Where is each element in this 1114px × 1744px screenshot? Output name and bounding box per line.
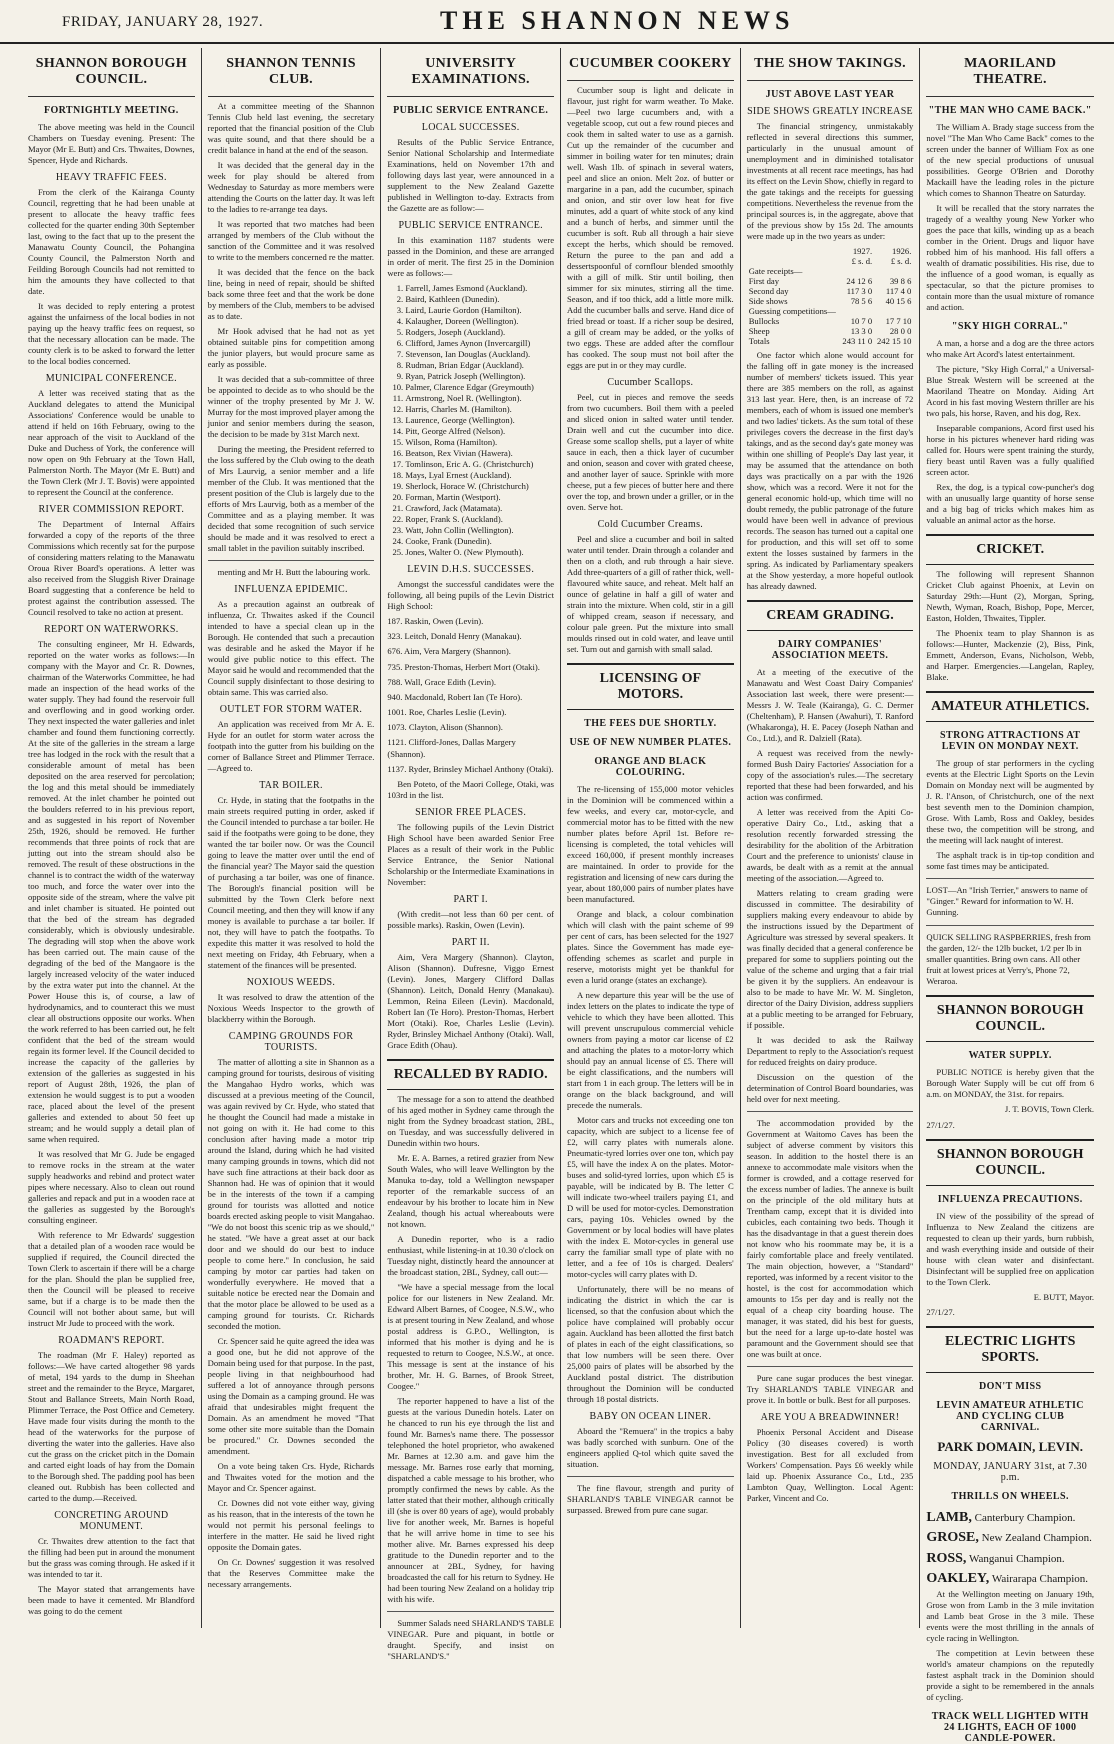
headline-box: CRICKET. (926, 534, 1094, 565)
signature: E. BUTT, Mayor. (1033, 1291, 1095, 1302)
table-cell (874, 306, 913, 316)
paragraph: At a meeting of the executive of the Manawatu and West Coast Dairy Companies' Association last week, there were present:—Messrs J. W. Teale (Kairanga), G. C. Dermer (Cheltenham), P. Hansen (Awahuri), T. Ranford (Whakaronga), H. E. Pacey (Joseph Nathan and Co., Ltd.), and R. Dalziell (Rata). (746, 667, 914, 743)
notice-date: 27/1/27. (926, 1119, 955, 1130)
subheading: THRILLS ON WHEELS. (951, 1491, 1069, 1503)
table-cell (840, 266, 874, 276)
subheading: SIDE SHOWS GREATLY INCREASE (747, 106, 913, 117)
paragraph: The Department of Internal Affairs forwarded a copy of the reports of the three Commissions which recently sat for the purpose of considering matters relating to the Manawatu Oroua River Board's operations. A letter was also received from the Sluggish River Drainage Board suggesting that a conference be held to protest against the contribution assessed. The Council resolved to take no action at present. (28, 519, 195, 617)
table-cell: 24 12 6 (846, 276, 873, 286)
subheading: ORANGE AND BLACK COLOURING. (594, 756, 707, 778)
list-item: 187. Raskin, Owen (Levin). (387, 616, 484, 626)
section-heading: PART I. (453, 893, 488, 905)
paragraph: Orange and black, a colour combination which will clash with the paint scheme of 99 per cent of cars, has been selected for the 1927 plates. Since the Government has made eye-offending schemes as scarlet and purple in reserve, motorists might yet be thankful for even a lurid orange (states an exchange). (567, 909, 734, 985)
table-cell: 78 5 6 (850, 296, 873, 306)
paragraph: It was resolved that Mr G. Jude be engaged to remove rocks in the stream at the water supply headworks and rebind and protect water pipes where necessary. Also to clean out round galleries and repack and put in a wooden race at the galleries as suggested by the Borough's consulting engineer. (28, 1149, 195, 1225)
table-cell: 13 3 0 (850, 326, 873, 336)
list-item: 14. Pitt, George Alfred (Nelson). (405, 426, 554, 437)
paragraph: A letter was received stating that as the Auckland delegates to attend the Municipal Associations' Conference would be unable to attend if held on 16th February, owing to the near approach of the visit to Auckland of the Duke and Duchess of York, the conference will now open on 9th February at the Town Hall, Palmerston North. The Mayor (Mr E. Butt) and the Town Clerk (Mr J. T. Bovis) were appointed to represent the Council at the conference. (28, 388, 195, 497)
list-item: 7. Stevenson, Ian Douglas (Auckland). (405, 349, 554, 360)
paragraph: The group of star performers in the cycling events at the Electric Light Sports on the Levin Domain on Monday next will be augmented by J. R. l'Anson, of Christchurch, one of the next best seventh men to the Dominion champion, Grose. With Lamb, Ross and Oakley, besides these two, the competition will be strong, and the meeting will lack naught of interest. (926, 758, 1095, 845)
section-heading: RIVER COMMISSION REPORT. (38, 504, 185, 515)
section-heading: CAMPING GROUNDS FOR TOURISTS. (228, 1031, 354, 1053)
list-item: 3. Laird, Laurie Gordon (Hamilton). (405, 305, 554, 316)
headline-box: ELECTRIC LIGHTS SPORTS. (926, 1326, 1094, 1373)
section-heading: ROADMAN'S REPORT. (58, 1335, 165, 1346)
paragraph: It was decided to reply entering a protest against the unfairness of the local bodies in not paying up the heavy traffic fees on request, so that the necessary allocation can be made. The county clerk is to be asked to forward the letter to the local bodies concerned. (28, 301, 195, 366)
table-cell: 40 15 6 (885, 296, 912, 306)
subheading: "THE MAN WHO CAME BACK." (928, 105, 1092, 116)
list-item: 18. Mays, Lyal Ernest (Auckland). (405, 470, 554, 481)
list-item: 6. Clifford, James Aynon (Invercargill) (405, 338, 554, 349)
list-item: 1121. Clifford-Jones, Dallas Margery (Shannon). (387, 737, 516, 759)
table-row (747, 276, 914, 286)
column-theatre-sports (920, 48, 1100, 1744)
divider (926, 925, 1094, 926)
list-item: 8. Rudman, Brian Edgar (Auckland). (405, 360, 554, 371)
table-cell: First day (748, 276, 780, 286)
table-cell: £ s. d. (851, 256, 873, 266)
paragraph: Discussion on the question of the determination of Control Board boundaries, was held over for next meeting. (746, 1072, 914, 1104)
table-total-row (747, 336, 914, 346)
section-heading: MUNICIPAL CONFERENCE. (45, 373, 177, 384)
paragraph: With reference to Mr Edwards' suggestion that a detailed plan of a wooden race would be supplied if required, the Council directed the Town Clerk to ascertain if there will be a charge for the plan. Should the plan be supplied free, then the Council will be pleased to receive same, but if a charge is to be made then the Council will not bother about same, but will instruct Mr Jude to proceed with the work. (28, 1230, 195, 1328)
paragraph: Cr. Hyde, in stating that the footpaths in the main streets required putting in order, asked if the Council intended to purchase a tar boiler. He said if the footpaths were going to be done, they wanted the tar boiler now. Or was the Council going to leave the matter over until the end of the financial year? The Mayor said the question of purchasing a tar boiler, was one of finance. The Borough's financial position will be submitted by the Town Clerk before next Council meeting, and then they will know if any money is available to purchase a tar boiler. If not, they will have to patch the footpaths. To expedite this matter it was resolved to hold the next meeting on Friday, 4th February, when a statement of the finances will be presented. (207, 795, 375, 970)
subheading: WATER SUPPLY. (968, 1050, 1052, 1062)
paragraph: At the Wellington meeting on January 19th, Grose won from Lamb in the 3 mile invitation and Lamb beat Grose in the 3 mile. These events were the most thrilling in the annals of cycle racing in Wellington. (926, 1589, 1095, 1644)
list-item: 25. Jones, Walter O. (New Plymouth). (405, 547, 554, 558)
list-item: 17. Tomlinson, Eric A. G. (Christchurch) (405, 459, 554, 470)
paragraph: Mr Hook advised that he had not as yet obtained suitable pins for competition among the junior players, but would procure same as early as possible. (207, 326, 375, 369)
list-item: 24. Cooke, Frank (Dunedin). (405, 536, 554, 547)
paragraph: Motor cars and trucks not exceeding one ton capacity, which are subject to a license fee of £2, will carry plates with numerals alone. Pneumatic-tyred lorries over one ton, which pay £5, will have the index A on the plates. Motor-buses and solid-tyred lorries, upon which £5 is payable, will be indicated by B. The letter C will indicate two-wheel trailers paying £1, and D will be used for motor-cycles. Demonstration cars, paying 10s. Vehicles owned by the Government or by local bodies will have plates with the index E. Motor-cycles in general use carry the familiar small type of plate with no letter, and a fee of 10s is charged. Dealers' motor-cycles will carry plates with D. (567, 1115, 734, 1279)
paragraph: Mr. E. A. Barnes, a retired grazier from New South Wales, who will leave Wellington by the Manuka to-day, told a Wellington newspaper reporter of the remarkable success of an endeavour by his brother to locate him in New Zealand, though his actual whereabouts were not known. (387, 1152, 555, 1229)
table-cell: 10 7 0 (850, 316, 873, 326)
section-heading: PART II. (451, 936, 490, 948)
list-item: 13. Laurence, George (Wellington). (405, 415, 554, 426)
paragraph: menting and Mr H. Butt the labouring work. (217, 567, 371, 577)
paragraph: Amongst the successful candidates were the following, all being pupils of the Levin District High School: (387, 579, 555, 611)
notice-date: 27/1/27. (926, 1306, 955, 1317)
advertisement: Pure cane sugar produces the best vinegar. Try SHARLAND'S TABLE VINEGAR and prove it. In bottle or bulk. Best for all purposes. (746, 1373, 914, 1405)
headline: SHANNON BOROUGH COUNCIL. (28, 56, 195, 97)
issue-date: FRIDAY, JANUARY 28, 1927. (62, 14, 264, 30)
list-item: 20. Forman, Martin (Westport). (405, 492, 554, 503)
table-cell (747, 256, 840, 266)
headline: SHANNON TENNIS CLUB. (208, 56, 375, 97)
table-cell: 39 8 6 (889, 276, 912, 286)
headline-box: LICENSING OF MOTORS. (567, 663, 734, 710)
merit-list (387, 283, 554, 558)
section-heading: INFLUENZA EPIDEMIC. (234, 584, 348, 595)
table-cell: 117 4 0 (885, 286, 912, 296)
paragraph: The following will represent Shannon Cricket Club against Phoenix, at Levin on Saturday 29th:—Hunt (2), Morgan, Spring, Newth, Wyman, Roach, Bishop, Pope, Mercer, Easton, Holden, Thwaites, Tippler. (926, 569, 1095, 623)
table-cell: Side shows (748, 296, 788, 306)
rider-entry (926, 1528, 1094, 1548)
event-time: MONDAY, JANUARY 31st, at 7.30 p.m. (933, 1461, 1088, 1484)
subheading: "SKY HIGH CORRAL." (951, 321, 1069, 332)
list-item: 788. Wall, Grace Edith (Levin). (387, 676, 497, 687)
paragraph: It will be recalled that the story narrates the tragedy of a wealthy young New Yorker who goes the pace that kills, winding up as a beach comber in the Orient. Drugs and liquor have robbed him of his manhood. His fall offers a wealth of dramatic possibilities. His rise, due to the influence of a good woman, is equally as spectacular, so that the picture promises to contain more than the usual mixture of romance and action. (926, 203, 1095, 312)
paragraph: In this examination 1187 students were passed in the Dominion, and these are arranged in order of merit. The first 25 in the Dominion were as follows:— (387, 235, 555, 278)
headline-box: AMATEUR ATHLETICS. (926, 691, 1094, 722)
paragraph: The picture, "Sky High Corral," a Universal-Blue Streak Western will be screened at the Maoriland Theatre on Monday. Aiding Art Acord in his fast moving Western thriller are his two pals, his horse, Raven, and his dog, Rex. (926, 364, 1095, 418)
paragraph: A new departure this year will be the use of index letters on the plates to indicate the type of vehicle to which they have been allotted. This will prevent unscrupulous commercial vehicle owners from paying a motor car license of £2 and attaching the plates to a motor-lorry which should pay an annual license of £5. There will be eight classifications, and the numbers will start from 1 in each group. The letters will be in orange on the black background, and will precede the numerals. (567, 990, 734, 1110)
section-heading: CONCRETING AROUND MONUMENT. (54, 1510, 169, 1532)
column-show-takings (741, 48, 921, 1628)
paragraph: The competition at Levin between these world's amateur champions on the reputedly fastest asphalt track in the Dominion should provide a sight to be remembered in the annals of cycling. (926, 1648, 1095, 1703)
list-item: 9. Ryan, Patrick Joseph (Wellington). (405, 371, 554, 382)
classified-ad: LOST—An "Irish Terrier," answers to name of "Ginger." Reward for information to W. H. Gunning. (926, 885, 1088, 918)
paragraph: As a precaution against an outbreak of influenza, Cr. Thwaites asked if the Council intended to have a special clean up in the Borough. He contended that such a precaution was desirable and he asked the Mayor if he would give public notice to this effect. The Mayor said he would and recommended that the Council supply disinfectant to those desiring to obtain same. This was carried also. (207, 599, 375, 697)
paragraph: From the clerk of the Kairanga County Council, regretting that he had been unable at present to allocate the heavy traffic fees collected for the quarter ending 30th September last, owing to the fact that up to the present the Manawatu County Council, the Pohangina County Council, the Palmerston North and Feilding Borough Councils had not remitted to him the amounts they have collected to that date. (28, 187, 195, 296)
table-row (747, 306, 914, 316)
table-cell: 243 11 0 (842, 336, 873, 346)
list-item: 1001. Roe, Charles Leslie (Levin). (387, 707, 507, 718)
section-heading: OUTLET FOR STORM WATER. (219, 704, 363, 715)
advertisement: Summer Salads need SHARLAND'S TABLE VINEGAR. Pure and piquant, in bottle or draught. Specify, and insist on "SHARLAND'S." (387, 1617, 555, 1661)
rider-list (926, 1508, 1094, 1589)
subheading: PUBLIC SERVICE ENTRANCE. (393, 105, 549, 116)
paragraph: During the meeting, the President referred to the loss suffered by the Club owing to the death of Mrs Laurvig, a senior member and a life member of the Club. It was mentioned that the present position of the Club is largely due to the efforts of Mrs Laurvig, both as a member of the Committee and as a playing member. It was decided that some recognition of such service should be made and it was resolved to erect a small tablet in the pavilion suitably inscribed. (207, 444, 375, 553)
paragraph: It was decided that the fence on the back line, being in need of repair, should be shifted back some three feet and that the work be done by members of the Club, members to be advised as to date. (207, 267, 375, 321)
list-item: 21. Crawford, Jack (Matamata). (405, 503, 554, 514)
paragraph: It was decided that the general day in the week for play should be altered from Wednesday to Saturday as more members were attending the Courts on the latter day. It was left to the ladies to re-arrange tea days. (207, 160, 375, 214)
divider (567, 1476, 734, 1477)
paragraph: Matters relating to cream grading were discussed in committee. The desirability of suppliers making every endeavour to abide by the instructions issued by the Department of Agriculture was stressed by several speakers. It was finally decided that a general conference be prepared for some to suppliers pointing out the value of the scheme and urging that a fair trial be given it by the suppliers. An endeavour is also to be made to have Mr. W. M. Singleton, director of the Dairy Division, address suppliers at a public meeting to be arranged for February, if possible. (746, 888, 914, 1030)
list-item: 16. Beatson, Rex Vivian (Hawera). (405, 448, 554, 459)
subheading: INFLUENZA PRECAUTIONS. (937, 1193, 1083, 1205)
table-cell: 242 15 10 (876, 336, 912, 346)
divider (747, 1111, 914, 1112)
headline: MAORILAND THEATRE. (926, 56, 1094, 97)
rider-entry (926, 1569, 1094, 1589)
takings-table (747, 246, 914, 346)
table-cell: Second day (748, 286, 789, 296)
paragraph: The matter of allotting a site in Shannon as a camping ground for tourists, desirous of visiting the Mangahao Hydro works, which was discussed at a previous meeting of the Council, was again revived by Cr. Hyde, who stated that he thought the Council had made a mistake in not going on with it. He had come to this conclusion after having made a motor trip around the Island, during which he had visited many camping grounds in towns, which did not have such fine attractions at their back door as Shannon had. He was of opinion that it would be in the interests of the town if a camping ground for tourists was allotted and notice boards erected asking people to visit Mangahao. "We do not boost this scenic trip as we should," he stated. "We have a great asset at our back door and we should do our best to induce people to come here." In conclusion, he said camping by motor car parties had taken on wonderfully everywhere. He moved that a suitable notice be erected near the Domain and that the motor place be allowed to be used as a camping ground for tourists. Cr. Richards seconded the motion. (207, 1057, 375, 1331)
section-heading: Cold Cucumber Creams. (597, 519, 704, 530)
headline-box: SHANNON BOROUGH COUNCIL. (926, 995, 1094, 1042)
paragraph: On Cr. Downes' suggestion it was resolved that the Reserves Committee make the necessary arrangements. (207, 1557, 375, 1589)
rider-title: Wanganui Champion. (969, 1552, 1065, 1565)
paragraph: "We have a special message from the local police for our listeners in New Zealand. Mr. Edward Albert Barnes, of Coogee, N.S.W., who is at present touring in New Zealand, and whose postal address is G.P.O., Wellington, is informed that his mother is dying and he is requested to return to Coogee, N.S.W., at once. This message is sent at the instance of his brother, Mr. H. G. Barnes, of Brook Street, Coogee." (387, 1281, 555, 1391)
column-tennis-club (202, 48, 382, 1628)
subheading: THE FEES DUE SHORTLY. (584, 718, 717, 729)
list-item: 4. Kalaugher, Doreen (Wellington). (405, 316, 554, 327)
event-venue: PARK DOMAIN, LEVIN. (937, 1439, 1084, 1455)
list-item: 15. Wilson, Roma (Hamilton). (405, 437, 554, 448)
list-item: 11. Armstrong, Noel R. (Wellington). (405, 393, 554, 404)
section-heading: SENIOR FREE PLACES. (415, 806, 527, 818)
rider-entry (926, 1549, 1094, 1569)
paragraph: Rex, the dog, is a typical cow-puncher's dog with an unusually large quantity of horse sense and a big bag of tricks which makes him as valuable an animal actor as the horse. (926, 482, 1095, 525)
column-borough-council (22, 48, 202, 1628)
list-item: 1137. Ryder, Brinsley Michael Anthony (Otaki). (387, 763, 554, 774)
rider-name: GROSE, (926, 1530, 979, 1546)
headline-box: CREAM GRADING. (747, 600, 914, 631)
list-item: 10. Palmer, Clarence Edgar (Greymouth) (405, 382, 554, 393)
table-cell: 17 7 10 (885, 316, 912, 326)
list-item: 2. Baird, Kathleen (Dunedin). (405, 294, 554, 305)
list-item: 940. Macdonald, Robert Ian (Te Horo). (387, 691, 523, 702)
paragraph: Cr. Thwaites drew attention to the fact that the filling had been put in around the monument but the grass was coming through. He asked if it was intended to tar it. (28, 1536, 195, 1579)
section-heading: REPORT ON WATERWORKS. (44, 624, 179, 635)
paragraph: Cr. Spencer said he quite agreed the idea was a good one, but he did not approve of the Domain being used for that purpose. In the past, people living in that neighbourhood had suffered a lot of annoyance through persons using the Domain as a camping ground. He was afraid that undesirables might frequent the Domain. As an amendment he moved "That some other site more suitable than the Domain be procured." Cr. Downes seconded the amendment. (207, 1336, 375, 1456)
subheading: FORTNIGHTLY MEETING. (43, 105, 179, 116)
classified-ad: QUICK SELLING RASPBERRIES, fresh from the garden, 12/- the 12lb bucket, 1/2 per lb in smaller quantities. Bring own cans. All other fruit at lowest prices at Verry's, Phone 72, Weraroa. (926, 931, 1091, 987)
list-item: 23. Watt, John Collin (Wellington). (405, 525, 554, 536)
section-heading: PUBLIC SERVICE ENTRANCE. (398, 220, 543, 231)
section-heading: Cucumber Scallops. (607, 377, 694, 388)
subheading: LEVIN AMATEUR ATHLETIC AND CYCLING CLUB CARNIVAL. (936, 1400, 1084, 1434)
paragraph: The re-licensing of 155,000 motor vehicles in the Dominion will be commenced within a few weeks, and every car, motor-cycle, and commercial motor has to be fitted with the new number plates before April 1st. Before re-licensing is completed, the total vehicles will exceed 160,000, if present monthly increases are maintained. In order to provide for the registration and licensing of new cars during the year, about 180,000 pairs of number plates have been manufactured. (567, 784, 734, 904)
section-heading: BABY ON OCEAN LINER. (589, 1411, 712, 1422)
paragraph: Cucumber soup is light and delicate in flavour, just right for warm weather. To Make.—Peel two large cucumbers and, with a vegetable scoop, cut out a few round pieces and cook them in salted water to use as a garnish. Cut up the remainder of the cucumber and simmer in boiling water for ten minutes; drain well. Wash 1lb. of spinach in several waters, peel and slice an onion. Melt 2oz. of butter or margarine in a pan, add the cucumber, spinach and onion, and stir over low heat for five minutes, add a quart of white stock of any kind and a bunch of herbs, and simmer until the cucumber is soft. Rub all through a hair sieve except the herbs, which should be removed. Return the puree to the pan and add a dessertspoonful of cornflour blended smoothly with a gill of milk. Stir until boiling, then simmer for six minutes, stirring all the time. Season, and if too thick, add a little more milk. Add the cucumber balls and serve. Hand dice of fried bread or toast. If a richer soup be desired, a gill of cream may be added, or the yolks of two eggs. These are added after the cornflour has cooked. The soup must not boil after the eggs are put in or they may curdle. (567, 85, 734, 370)
table-cell: 117 3 0 (846, 286, 873, 296)
section-heading: TAR BOILER. (259, 780, 323, 791)
table-cell: 28 0 0 (889, 326, 912, 336)
paragraph: Cr. Downes did not vote either way, giving as his reason, that in the interests of the town he would not permit his personal feelings to interfere in the matter. He said he lived right opposite the Domain gates. (207, 1498, 375, 1552)
paragraph: The roadman (Mr F. Haley) reported as follows:—We have carted altogether 98 yards of metal, 194 yards to the dump in Sheehan street and the remainder to the Bryce, Margaret, Stout and Ballance Streets, Main North Road, Plimmer Terrace, the Post Office and Cemetery. Have made four visits during the month to the head of the waterworks for the purpose of diverting the water into the galleries. Have also cut the grass on the cricket pitch in the Domain and carted eight loads of hay from the Domain to the Borough shed. The padding pool has been cleaned out. Rubbish has been collected and carted to the dump.—Received. (28, 1350, 195, 1503)
list-item: 12. Harris, Charles M. (Hamilton). (405, 404, 554, 415)
paragraph: The Mayor stated that arrangements have been made to have it cemented. Mr Blandford was going to do the cement (28, 1584, 195, 1616)
rider-title: New Zealand Champion. (981, 1532, 1092, 1545)
column-university-exams (381, 48, 561, 1661)
paragraph: A man, a horse and a dog are the three actors who make Art Acord's latest entertainment. (926, 338, 1095, 359)
list-item: 735. Preston-Thomas, Herbert Mort (Otaki). (387, 661, 540, 672)
paragraph: Unfortunately, there will be no means of indicating the district in which the car is licensed, so that the confusion about which the police have complained will probably occur again. Auckland has been allotted the first batch of plates in each of the eight classifications, so that low numbers will be seen there. Over 25,000 pairs of plates will be absorbed by the Auckland postal district. The distribution throughout the Dominion will be conducted through 18 postal districts. (567, 1284, 734, 1404)
table-row (747, 296, 914, 306)
rider-entry (926, 1508, 1094, 1528)
table-cell: Totals (748, 336, 770, 346)
paragraph: Peel and slice a cucumber and boil in salted water until tender. Drain through a colander and then on a cloth, and rub through a hair sieve. Add three-quarters of a gill of rather thick, well-flavoured white sauce, and reheat. Melt half an ounce of gelatine in half a gill of water and strain into the mixture. When cold, stir in a gill of whipped cream, season if necessary, and colour pale green. Put the mixture into small moulds rinsed out in cold water, and leave until set. Turn out and garnish with small salad. (567, 534, 734, 654)
table-header: 1927. (852, 246, 873, 256)
paragraph: At a committee meeting of the Shannon Tennis Club held last evening, the secretary reported that the financial position of the Club was quite sound, and that there should be a credit balance in hand at the end of the season. (207, 101, 375, 155)
paragraph: Aboard the "Remuera" in the tropics a baby was badly scorched with sunburn. One of the engineers applied Q-tol which quite saved the situation. (567, 1426, 734, 1469)
table-units-row (747, 256, 914, 266)
subheading: USE OF NEW NUMBER PLATES. (569, 737, 732, 748)
paragraph: The reporter happened to have a list of the guests at the various Dunedin hotels. Later on he chanced to run his eye through the list and found Mr. Barnes's name there. The possessor telephoned the hotel proprietor, who awakened Mr. Barnes at 12.30 a.m. and gave him the message. Mr. Barnes rose early that morning, dispatched a cable message to his brother, who promptly confirmed the news by cable. As the latter stated that their mother, although critically ill (she is over 80 years of age), would probably live for another week, Mr. Barnes is hopeful that he will arrive home in time to see his mother alive. Mr. Barnes expressed his deep gratitude to the Dunedin reporter and to the announcer at 2BL, Sydney, for having broadcasted the call for his return to Sydney. He had been touring New Zealand on a holiday trip with his wife. (387, 1395, 555, 1604)
paragraph: The following pupils of the Levin District High School have been awarded Senior Free Places as a result of their work in the Public Service Entrance, the Senior National Scholarship or the Intermediate Examinations in November: (387, 821, 555, 887)
paragraph: The message for a son to attend the deathbed of his aged mother in Sydney came through the night from the Sydney broadcast station, 2BL, on Tuesday, and was successfully delivered in Dunedin within two hours. (387, 1093, 555, 1148)
subheading: LOCAL SUCCESSES. (421, 122, 520, 133)
list-item: 5. Rodgers, Joseph (Auckland). (405, 327, 554, 338)
paragraph: PUBLIC NOTICE is hereby given that the Borough Water Supply will be cut off from 6 a.m. on MONDAY, the 31st. for repairs. (926, 1067, 1095, 1100)
paragraph: A request was received from the newly-formed Bush Dairy Factories' Association for a copy of the association's rules.—The secretary reported that these had been forwarded, and his action was confirmed. (746, 748, 914, 802)
column-cucumber-cookery (561, 48, 741, 1628)
paragraph: One factor which alone would account for the falling off in gate money is the increased number of members' tickets issued. This year there are 385 members on the roll, as against 313 last year. Here, then, is an increase of 72 members, each of whom is issued one member's and two ladies' tickets. As the sum total of these privileges covers the decrease in the first day's takings, and as the second day's gate money was within one shilling of People's Day last year, it may be assumed that the attendance on both days was practically on a par with the 1926 show, which was a record. Were it not for the general economic hold-up, which time will no doubt remedy, the public patronage of the future would have been well in advance of previous records. The season has turned out a capital one for production, and this will set off to some extent the losses sustained by farmers in the spring. As indicated by Parliamentary speakers at the Show yesterday, a more hopeful outlook has already dawned. (746, 350, 914, 591)
masthead (0, 0, 1114, 44)
table-header: 1926. (892, 246, 912, 256)
rider-title: Canterbury Champion. (974, 1512, 1076, 1525)
paragraph: Peel, cut in pieces and remove the seeds from two cucumbers. Boil them with a peeled and sliced onion in salted water until tender. Drain well and cut the cucumber into dice. Grease some scallop shells, put a layer of white sauce in each, then a thick layer of cucumber and onion, season and cover with grated cheese, and another layer of sauce. Sprinkle with more cheese, put a few pieces of butter here and there over the top, and brown under a griller, or in the oven. Serve hot. (567, 392, 734, 512)
headline-box: SHANNON BOROUGH COUNCIL. (926, 1139, 1094, 1186)
headline: THE SHOW TAKINGS. (747, 56, 914, 81)
subheading: DAIRY COMPANIES' ASSOCIATION MEETS. (771, 639, 889, 661)
divider (387, 1611, 554, 1612)
paragraph: The accommodation provided by the Government at Waitomo Caves has been the subject of adverse comment by visitors this season. In addition to the hostel there is an annexe to accommodate male visitors when the former is crowded, and a cottage reserved for the excess number of ladies. The annexe is built on the principle of the old military huts at Trentham camp, except that it is divided into cubicles, each containing two beds. Though it has the disadvantage in that a guest therein does not know who his roommate may be, it is a fairly comfortable place and freely ventilated. The main objection, however, a "Standard" reported, was informed by a recent visitor to the hostel, is the cost for accommodation which amounts to 15s per day and is really not the equal of a cheap city boarding house. The manager, it was stated, did his best for guests, but the need for a large up-to-date hostel was paramount and the Government should see that one was built at once. (746, 1118, 914, 1359)
paragraph: Results of the Public Service Entrance, Senior National Scholarship and Intermediate Examinations, held on November 17th and following days last year, were announced in a supplement to the New Zealand Gazette published in Wellington to-day. Extracts from the Gazette are as follow:— (387, 137, 555, 213)
list-item: 1. Farrell, James Esmond (Auckland). (405, 283, 554, 294)
list-item: 19. Sherlock, Horace W. (Christchurch) (405, 481, 554, 492)
table-cell: Bullocks (748, 316, 780, 326)
headline: UNIVERSITY EXAMINATIONS. (387, 56, 554, 97)
table-row (747, 266, 914, 276)
paragraph: On a vote being taken Crs. Hyde, Richards and Thwaites voted for the motion and the Mayor and Cr. Spencer against. (207, 1461, 375, 1493)
signature: J. T. BOVIS, Town Clerk. (1004, 1104, 1095, 1115)
table-row (747, 326, 914, 336)
rider-name: LAMB, (926, 1510, 972, 1526)
section-heading: HEAVY TRAFFIC FEES. (55, 172, 167, 183)
paragraph: It was resolved to draw the attention of the Noxious Weeds Inspector to the growth of blackberry within the Borough. (207, 992, 375, 1024)
section-heading: NOXIOUS WEEDS. (246, 977, 336, 988)
list-item: 323. Leitch, Donald Henry (Manakau). (387, 631, 522, 642)
rider-name: ROSS, (926, 1550, 967, 1566)
subheading: DON'T MISS (978, 1381, 1042, 1393)
paragraph: A Dunedin reporter, who is a radio enthusiast, while listening-in at 10.30 o'clock on Tuesday night, distinctly heard the announcer at the broadcast station, 2BL, Sydney, call out:— (387, 1233, 555, 1277)
paragraph: It was decided to ask the Railway Department to reply to the Association's request for reduced freights on dairy produce. (746, 1035, 914, 1067)
headline-box: RECALLED BY RADIO. (387, 1059, 554, 1090)
paragraph: The above meeting was held in the Council Chambers on Tuesday evening. Present: The Mayor (Mr E. Butt) and Crs. Thwaites, Downes, Spencer, Hyde and Richards. (28, 122, 195, 165)
advertisement: Phoenix Personal Accident and Disease Policy (30 diseases covered) is worth investigation. Best for all excluded from Workers' Compensation. Pays £6 weekly while laid up. Phoenix Assurance Co., Ltd., 235 Lambton Quay, Wellington. Local Agent: Parker, Vincent and Co. (746, 1427, 914, 1503)
paper-title: THE SHANNON NEWS (440, 6, 795, 35)
paragraph: Ben Poteto, of the Maori College, Otaki, was 103rd in the list. (387, 778, 555, 800)
footer-note: TRACK WELL LIGHTED WITH 24 LIGHTS, EACH OF 1000 CANDLE-POWER. (931, 1711, 1089, 1744)
paragraph: IN view of the possibility of the spread of Influenza to New Zealand the citizens are requested to clean up their yards, burn rubbish, and wash everything inside and outside of their house with clean water and disinfectant. Disinfectant will be supplied free on application to the Town Clerk. (926, 1210, 1095, 1287)
advertisement: The fine flavour, strength and purity of SHARLAND'S TABLE VINEGAR cannot be surpassed. Brewed from pure cane sugar. (567, 1483, 734, 1515)
paragraph: An application was received from Mr A. E. Hyde for an outlet for storm water across the footpath into the gutter from his building on the corner of Ballance Street and Plimmer Terrace.—Agreed to. (207, 719, 375, 773)
table-cell: £ s. d. (890, 256, 912, 266)
paragraph: Inseparable companions, Acord first used his horse in his pictures whenever hard riding was called for. Hours were spent training the sturdy, fiery beast until Raven was a fully qualified screen actor. (926, 423, 1095, 477)
paragraph: The Phoenix team to play Shannon is as follows:—Hunter, Mackenzie (2), Biss, Pink, Emmett, Anderson, Evans, Nicholson, Webb, and Harper. Emergencies.—Langelan, Rapley, Blake. (926, 628, 1095, 682)
paragraph: The consulting engineer, Mr H. Edwards, reported on the water works as follows:—In company with the Mayor and Cr. R. Downes, chairman of the Waterworks Committee, he had made an inspection of the head works of the water supply. They had found the reservoir full and overflowing and in good working order. They next inspected the water galleries and inlet chamber and found them functioning correctly. At the site of the galleries in the stream a large tree has lodged in the rock with the result that a considerable amount of metal has been deposited on the area reserved for percolation; the log and this metal should be immediately removed. At the inlet chamber he pointed out the boulders referred to in his previous report, and as suggested in his report of November 25th, 1926, should be removed. He further recommends that three points of rock that are jutting out into the stream should also be removed. The result of these obstructions in the channel is to contract the width of the waterway too much, and force the water over into the opposite side of the stream, where the valve pit and inlet chamber is situated. He pointed out that the bed of the stream has degraded considerably, which is obviously undesirable. The degrading will stop when the above work has been carried out. The main cause of the degrading of the bed of the Mangaore is the largely increased velocity of the water induced by the extra water put into the channel. At the Power House this is, of course, a law of hydrodynamics, and to counteract this we must clear all obstructions opposite our works. When the work referred to has been carried out, he felt confident that the bed of the stream would regain its former level. If the Council decided to increase the capacity of the galleries by extension of the galleries as suggested in his report of August 28th, 1926, the plan of extension he would suggest is to put a wooden race, placed about the level of the present galleries and extended to about 50 feet up stream; and he would supply a detail plan of same when required. (28, 639, 195, 1144)
table-row (747, 286, 914, 296)
list-item: 22. Roper, Frank S. (Auckland). (405, 514, 554, 525)
paragraph: (With credit—not less than 60 per cent. of possible marks). Raskin, Owen (Levin). (387, 908, 555, 930)
headline: CUCUMBER COOKERY (567, 56, 734, 81)
table-cell: Guessing competitions— (748, 306, 836, 316)
table-cell (874, 266, 913, 276)
divider (747, 1366, 914, 1367)
table-cell (840, 306, 874, 316)
paragraph: It was decided that a sub-committee of three be appointed to decide as to who should be the winner of the trophy presented by Mr J. W. Murray for the most improved player among the junior and senior members during the season, the decision to be made by 31st March next. (207, 374, 375, 439)
subheading: STRONG ATTRACTIONS AT LEVIN ON MONDAY NEXT. (940, 730, 1081, 752)
columns (22, 48, 1100, 1744)
rider-title: Wairarapa Champion. (991, 1572, 1089, 1585)
paragraph: A letter was received from the Apiti Co-operative Dairy Co., Ltd., asking that a resolution recently forwarded stressing the desirability for the abolition of the Arbitration Court and the preference to unionists' clause in awards, be dealt with as a remit at the annual meeting of the association.—Agreed to. (746, 807, 914, 883)
table-header-row (747, 246, 914, 256)
table-cell: Sheep (748, 326, 770, 336)
paragraph: The financial stringency, unmistakably reflected in several directions this summer, particularly in the unusual amount of unemployment and in diminished totalisator investments at all recent race meetings, has had its effect on the Levin Show, chiefly in regard to the gate takings and the receipts for guessing competitions. Nevertheless the revenue from the principal sources is, in the aggregate, above that of the previous show by 15s 2d. The amounts were made up in the two years as under: (746, 121, 914, 241)
section-heading: LEVIN D.H.S. SUCCESSES. (407, 564, 535, 575)
paragraph: Aim, Vera Margery (Shannon). Clayton, Alison (Shannon). Dufresne, Viggo Ernest (Levin). Jones, Margery Clifford Dallas (Shannon). Leitch, Donald Henry (Manakau). Lemmon, Reina Eileen (Levin). Macdonald, Robert Ian (Te Horo). Preston-Thomas, Herbert Mort (Otaki). Roe, Charles Leslie (Levin). Ryder, Brinsley Michael Anthony (Otaki). Wall, Grace Edith (Ohau). (387, 951, 555, 1050)
table-cell: Gate receipts— (748, 266, 803, 276)
divider (208, 560, 375, 561)
table-header (747, 246, 840, 256)
paragraph: The William A. Brady stage success from the novel "The Man Who Came Back" comes to the screen under the banner of William Fox as one of the new special productions of unusual possibilities. George O'Brien and Dorothy Mackaill have the leading roles in the picture which comes to Shannon Theatre on Saturday. (926, 122, 1095, 198)
list-item: 676. Aim, Vera Margery (Shannon). (387, 646, 511, 657)
subheading: JUST ABOVE LAST YEAR (765, 89, 895, 100)
rider-name: OAKLEY, (926, 1570, 990, 1586)
divider (926, 878, 1094, 879)
table-row (747, 316, 914, 326)
list-item: 1073. Clayton, Alison (Shannon). (387, 722, 503, 733)
paragraph: It was reported that two matches had been arranged by members of the Club without the sanction of the Committee and it was resolved to write to the members concerned re the matter. (207, 219, 375, 262)
paragraph: The asphalt track is in tip-top condition and some fast times may be anticipated. (926, 850, 1095, 871)
section-heading: ARE YOU A BREADWINNER! (760, 1412, 900, 1423)
